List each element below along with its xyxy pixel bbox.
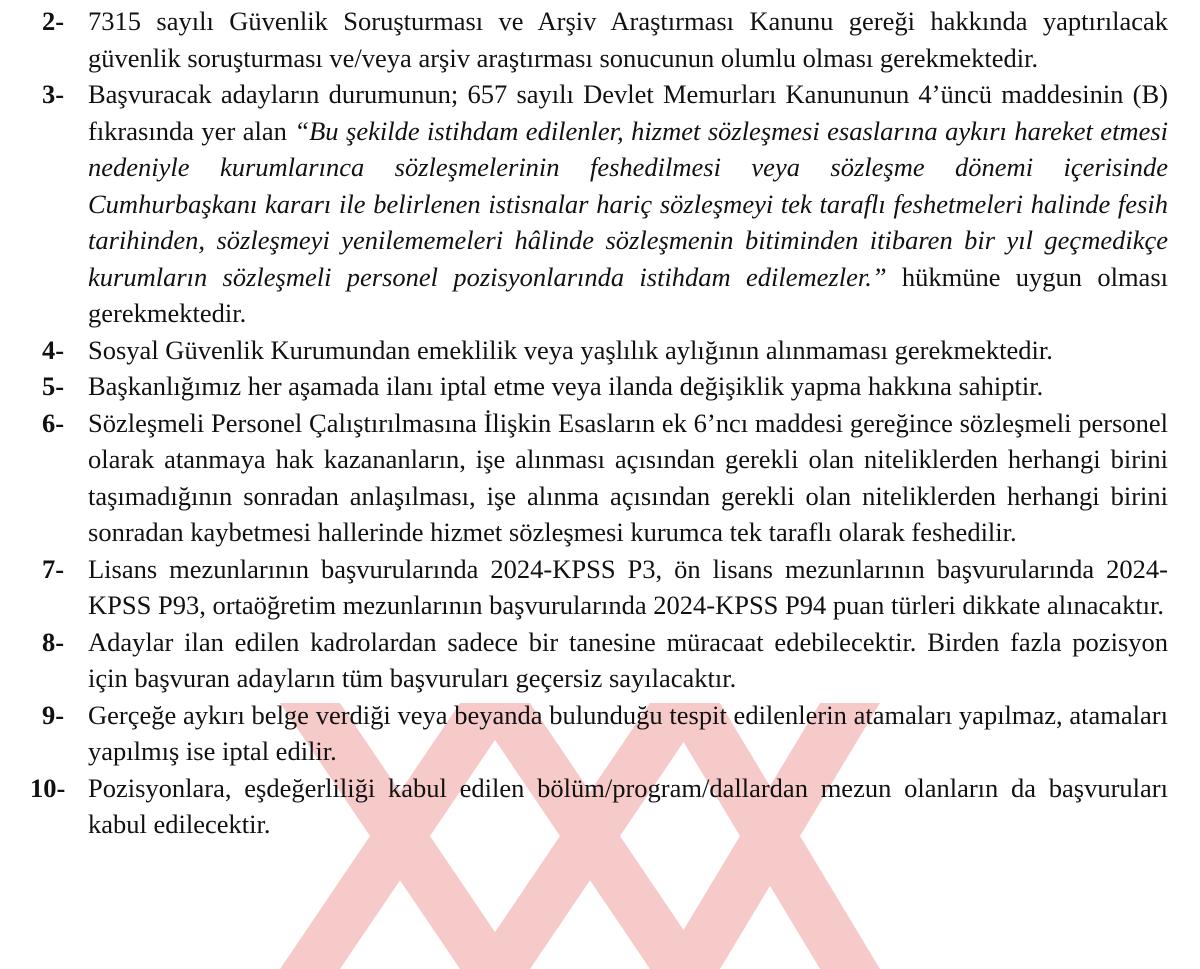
item-text: Adaylar ilan edilen kadrolardan sadece bir tanesine müracaat edebilecektir. Birden fazla pozisyon için başvuran adayların tüm başvuruları geçersiz sayılacaktır. xyxy=(88,626,1168,693)
list-item xyxy=(0,697,1200,770)
document-page xyxy=(0,3,1200,969)
item-quote-italic: “Bu şekilde istihdam edilenler, hizmet sözleşmesi esaslarına aykırı hareket etmesi nedeniyle kurumlarınca sözleşmelerinin feshedilmesi veya sözleşme dönemi içerisinde Cumhurbaşkanı kararı ile belirlenen istisnalar hariç sözleşmeyi tek taraflı feshetmeleri halinde fesih tarihinden, sözleşmeyi yenilememeleri hâlinde sözleşmenin bitiminden itibaren bir yıl geçmedikçe kurumların sözleşmeli personel pozisyonlarında istihdam edilemezler.” xyxy=(88,115,1169,292)
item-text: 7315 sayılı Güvenlik Soruşturması ve Arşiv Araştırması Kanunu gereği hakkında yaptırılacak güvenlik soruşturması ve/veya arşiv araştırması sonucunun olumlu olması gerekmektedir. xyxy=(88,6,1168,73)
list-item xyxy=(0,551,1200,624)
item-text: Başvuracak adayların durumunun; 657 sayılı Devlet Memurları Kanununun 4’üncü maddesinin (B) fıkrasında yer alan xyxy=(88,79,1168,146)
item-number: 5- xyxy=(42,371,65,401)
list-item xyxy=(0,624,1200,697)
item-text-after: hükmüne uygun olması gerekmektedir. xyxy=(88,261,1168,328)
item-text: Başkanlığımız her aşamada ilanı iptal etme veya ilanda değişiklik yapma hakkına sahiptir. xyxy=(88,371,1044,401)
item-number: 2- xyxy=(42,6,65,36)
item-number: 4- xyxy=(42,334,65,365)
list-item xyxy=(0,405,1200,551)
item-number: 7- xyxy=(42,553,65,584)
list-item xyxy=(0,368,1200,405)
list-item xyxy=(0,332,1200,369)
item-text: Sosyal Güvenlik Kurumundan emeklilik veya yaşlılık aylığının alınmaması gerekmektedir. xyxy=(88,334,1053,365)
list-item xyxy=(0,770,1200,843)
item-number: 8- xyxy=(42,626,65,657)
conditions-list xyxy=(0,3,1200,843)
item-text: Pozisyonlara, eşdeğerliliği kabul edilen bölüm/program/dallardan mezun olanların da başvuruları kabul edilecektir. xyxy=(88,772,1168,839)
item-number: 6- xyxy=(42,407,65,438)
item-number: 9- xyxy=(42,699,65,730)
item-text: Gerçeğe aykırı belge verdiği veya beyanda bulunduğu tespit edilenlerin atamaları yapılmaz, atamaları yapılmış ise iptal edilir. xyxy=(88,699,1168,766)
list-item xyxy=(0,3,1200,76)
item-number: 3- xyxy=(42,79,65,109)
item-text: Lisans mezunlarının başvurularında 2024-KPSS P3, ön lisans mezunlarının başvurularında 2024-KPSS P93, ortaöğretim mezunlarının başvurularında 2024-KPSS P94 puan türleri dikkate alınacaktır. xyxy=(88,553,1168,620)
list-item xyxy=(0,76,1200,332)
item-text: Sözleşmeli Personel Çalıştırılmasına İlişkin Esasların ek 6’ncı maddesi gereğince sözleşmeli personel olarak atanmaya hak kazananların, işe alınması açısından gerekli olan niteliklerden herhangi birini taşımadığının sonradan anlaşılması, işe alınma açısından gerekli olan niteliklerden herhangi birini sonradan kaybetmesi hallerinde hizmet sözleşmesi kurumca tek taraflı olarak feshedilir. xyxy=(88,407,1168,547)
item-number: 10- xyxy=(30,772,66,803)
